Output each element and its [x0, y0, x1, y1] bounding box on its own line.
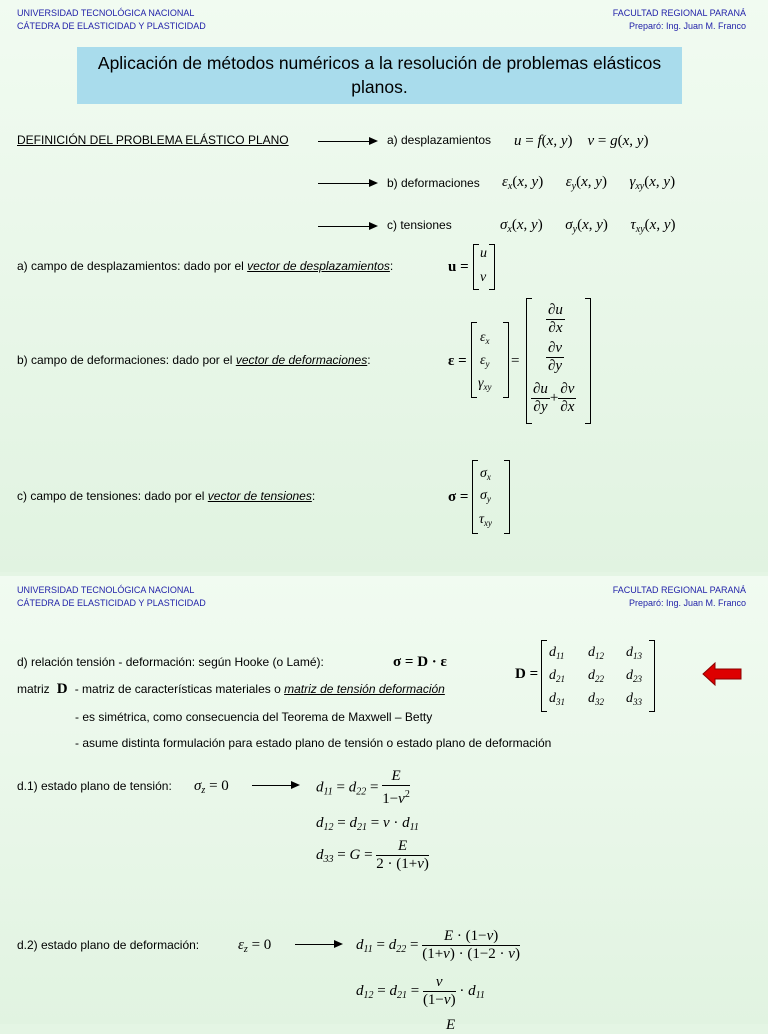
matrix-link: matriz de tensión deformación — [284, 682, 445, 696]
bracket-right — [504, 460, 510, 534]
plane-stress-d33: $d_{33} = G$ = $\frac{E}{2 \cdot (1+\nu)}$ — [316, 838, 429, 872]
eps-z-zero: $\varepsilon_z = 0$ — [238, 937, 272, 955]
dv-dy: $\frac{\partial v}{\partial y}$ — [548, 340, 563, 374]
field-c-text — [17, 489, 315, 504]
red-left-arrow-icon — [703, 663, 741, 685]
header-faculty: FACULTAD REGIONAL PARANÁ — [612, 585, 746, 595]
stress-functions: $\sigma_x(x$, y) $\sigma_y(x$, y) $\tau_{xy}(x$, y) — [500, 217, 676, 235]
bracket-left — [541, 640, 547, 712]
vector-u: u — [480, 246, 487, 261]
d12: $d_{12}$ — [588, 645, 604, 661]
d11: $d_{11}$ — [549, 645, 565, 661]
plane-strain-label: d.2) estado plano de deformación: — [17, 938, 200, 952]
vector-sigma-y: $\sigma_y$ — [480, 488, 491, 504]
vector-gamma-xy: $\gamma_{xy}$ — [478, 376, 492, 392]
header-university: UNIVERSIDAD TECNOLÓGICA NACIONAL — [17, 8, 195, 18]
displacement-functions: u = f(x, y) v = g(x, y) — [514, 133, 649, 149]
header-faculty: FACULTAD REGIONAL PARANÁ — [612, 8, 746, 18]
bullet-symmetric: - es simétrica, como consecuencia del Teorema de Maxwell – Betty — [75, 710, 433, 724]
right-arrow-icon — [252, 785, 298, 786]
bullet-formulation: - asume distinta formulación para estado plano de tensión o estado plano de deformación — [75, 736, 552, 750]
d21: $d_{21}$ — [549, 668, 565, 684]
plane-stress-label: d.1) estado plano de tensión: — [17, 779, 172, 793]
field-a-text — [17, 259, 393, 274]
field-c-link: vector de tensiones — [207, 489, 312, 503]
field-b-text — [17, 353, 371, 368]
vector-sigma-x: $\sigma_x$ — [480, 466, 491, 482]
matrix-line — [17, 682, 445, 697]
strain-vector-symbol: ε = — [448, 353, 467, 369]
matrix-d-label: D = — [515, 666, 539, 682]
definition-heading: DEFINICIÓN DEL PROBLEMA ELÁSTICO PLANO — [17, 133, 289, 147]
hooke-equation: σ = D · ε — [393, 654, 447, 670]
header-university: UNIVERSIDAD TECNOLÓGICA NACIONAL — [17, 585, 195, 595]
plane-stress-d11: $d_{11} = d_{22}$ = $\frac{E}{1-\nu^2}$ — [316, 768, 410, 807]
bracket-left — [472, 460, 478, 534]
equals-sign: = — [511, 353, 520, 369]
sigma-z-zero: $\sigma_z = 0$ — [194, 778, 229, 796]
bracket-right — [649, 640, 655, 712]
d32: $d_{32}$ — [588, 691, 604, 707]
right-arrow-icon — [318, 141, 376, 142]
right-arrow-icon — [318, 183, 376, 184]
vector-v: v — [480, 270, 487, 285]
field-a-prefix: a) campo de desplazamientos: dado por el — [17, 259, 244, 273]
slide-2 — [0, 576, 768, 1033]
bracket-right — [503, 322, 509, 398]
d31: $d_{31}$ — [549, 691, 565, 707]
colon: : — [367, 353, 371, 367]
header-chair: CÁTEDRA DE ELASTICIDAD Y PLASTICIDAD — [17, 21, 206, 31]
d33: $d_{33}$ — [626, 691, 642, 707]
field-a-link: vector de desplazamientos — [247, 259, 390, 273]
matrix-desc: - matriz de características materiales o — [74, 682, 281, 696]
header-right — [613, 7, 746, 33]
header-left — [17, 7, 206, 33]
matrix-word: matriz — [17, 682, 50, 696]
d22: $d_{22}$ — [588, 668, 604, 684]
header-right — [613, 584, 746, 610]
shear-strain-expr: $\frac{\partial u}{\partial y}$ + $\frac{\partial v}{\partial x}$ — [533, 381, 575, 415]
du-dx: $\frac{\partial u}{\partial x}$ — [548, 302, 563, 336]
header-left — [17, 584, 206, 610]
field-b-link: vector de deformaciones — [235, 353, 368, 367]
item-a-label: a) desplazamientos — [387, 133, 492, 147]
bracket-left — [473, 244, 479, 290]
colon: : — [389, 259, 394, 273]
strain-functions: $\varepsilon_x(x$, y) $\varepsilon_y(x$, y) $\gamma_{xy}(x$, y) — [502, 174, 676, 192]
plane-stress-d12: $d_{12} = d_{21} = \nu \cdot d_{11}$ — [316, 815, 419, 833]
header-chair: CÁTEDRA DE ELASTICIDAD Y PLASTICIDAD — [17, 598, 206, 608]
hooke-relation-text: d) relación tensión - deformación: según Hooke (o Lamé): — [17, 655, 324, 669]
plane-strain-d11: $d_{11} = d_{22}$ = $\frac{E \cdot (1-\nu)}{(1+\nu) \cdot (1-2 \cdot \nu)}$ — [356, 928, 520, 962]
colon: : — [311, 489, 316, 503]
d13: $d_{13}$ — [626, 645, 642, 661]
matrix-symbol: D — [53, 681, 72, 697]
stress-vector-symbol: σ = — [448, 489, 469, 505]
bracket-left — [471, 322, 477, 398]
cut-off-fraction: E — [446, 1017, 456, 1033]
vector-eps-y: $\varepsilon_y$ — [480, 353, 490, 369]
plane-strain-d12: $d_{12} = d_{21}$ = $\frac{\nu}{(1-\nu)}$ · $d_{11}$ — [356, 974, 485, 1008]
bracket-right — [585, 298, 591, 424]
right-arrow-icon — [318, 226, 376, 227]
displacement-vector-symbol: u = — [448, 259, 469, 275]
d23: $d_{23}$ — [626, 668, 642, 684]
right-arrow-icon — [295, 944, 341, 945]
item-c-label: c) tensiones — [387, 218, 452, 232]
field-c-prefix: c) campo de tensiones: dado por el — [17, 489, 205, 503]
bracket-right — [489, 244, 495, 290]
vector-tau-xy: $\tau_{xy}$ — [479, 512, 493, 528]
field-b-prefix: b) campo de deformaciones: dado por el — [17, 353, 233, 367]
header-author: Preparó: Ing. Juan M. Franco — [628, 598, 746, 608]
item-b-label: b) deformaciones — [387, 176, 480, 190]
vector-eps-x: $\varepsilon_x$ — [480, 330, 490, 346]
header-author: Preparó: Ing. Juan M. Franco — [628, 21, 746, 31]
slide-title: Aplicación de métodos numéricos a la resolución de problemas elásticos planos. — [77, 47, 682, 104]
